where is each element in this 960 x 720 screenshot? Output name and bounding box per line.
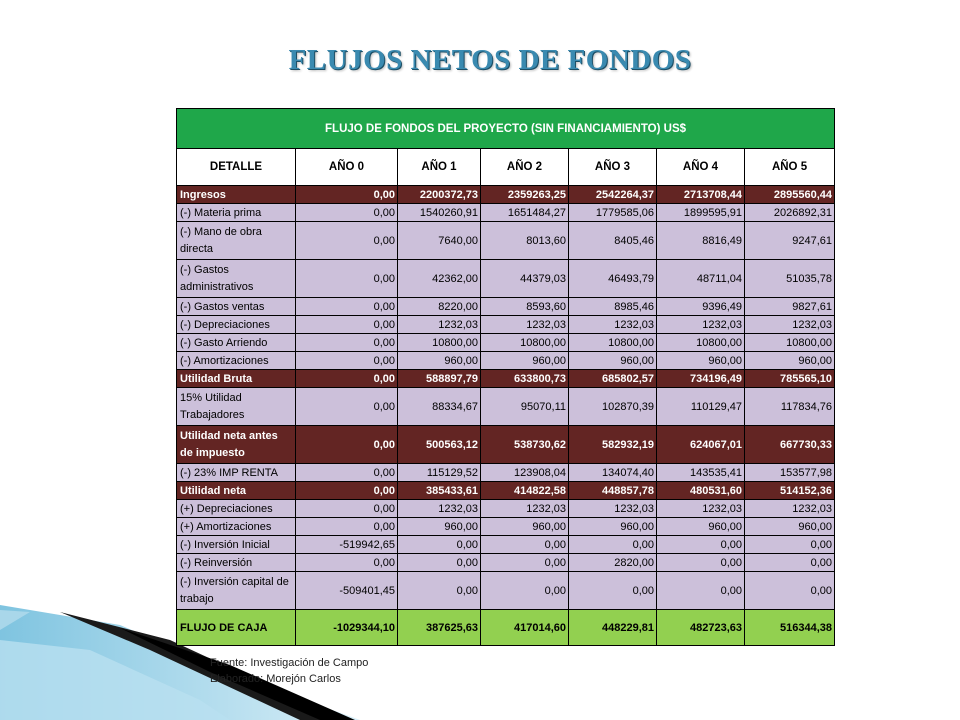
cell-value: 414822,58	[481, 482, 569, 500]
cell-value: 0,00	[296, 222, 398, 260]
cell-value: 1232,03	[481, 316, 569, 334]
cell-value: 46493,79	[569, 260, 657, 298]
cell-value: 0,00	[481, 572, 569, 610]
column-header: AÑO 5	[745, 149, 835, 186]
cell-value: 10800,00	[745, 334, 835, 352]
cell-value: 0,00	[745, 554, 835, 572]
cell-value: 960,00	[481, 352, 569, 370]
cell-value: 482723,63	[657, 610, 745, 646]
cell-value: 960,00	[481, 518, 569, 536]
row-label: Utilidad Bruta	[177, 370, 296, 388]
cell-value: 0,00	[398, 572, 481, 610]
cell-value: 624067,01	[657, 426, 745, 464]
table-row	[177, 610, 835, 646]
cash-flow-table-container	[176, 108, 834, 646]
column-header: AÑO 3	[569, 149, 657, 186]
cell-value: 51035,78	[745, 260, 835, 298]
cell-value: 417014,60	[481, 610, 569, 646]
cell-value: 0,00	[296, 464, 398, 482]
cell-value: 2713708,44	[657, 186, 745, 204]
cell-value: 0,00	[296, 500, 398, 518]
cell-value: 102870,39	[569, 388, 657, 426]
cell-value: 500563,12	[398, 426, 481, 464]
table-row	[177, 186, 835, 204]
cell-value: 0,00	[657, 536, 745, 554]
cell-value: 448857,78	[569, 482, 657, 500]
cell-value: 0,00	[398, 554, 481, 572]
cash-flow-table	[176, 108, 835, 646]
table-row	[177, 554, 835, 572]
cell-value: 960,00	[657, 518, 745, 536]
table-row	[177, 370, 835, 388]
cell-value: 10800,00	[657, 334, 745, 352]
cell-value: 0,00	[745, 536, 835, 554]
row-label: (-) Materia prima	[177, 204, 296, 222]
cell-value: 42362,00	[398, 260, 481, 298]
cell-value: 667730,33	[745, 426, 835, 464]
row-label: (-) Amortizaciones	[177, 352, 296, 370]
row-label: (-) Mano de obra directa	[177, 222, 296, 260]
footer-source: Fuente: Investigación de Campo	[210, 657, 369, 669]
cell-value: 1651484,27	[481, 204, 569, 222]
cell-value: -1029344,10	[296, 610, 398, 646]
cell-value: 0,00	[657, 572, 745, 610]
column-header: AÑO 2	[481, 149, 569, 186]
row-label: (-) Inversión capital de trabajo	[177, 572, 296, 610]
row-label: (-) Gastos administrativos	[177, 260, 296, 298]
cell-value: 2359263,25	[481, 186, 569, 204]
footer-author: Elaborado: Morejón Carlos	[210, 673, 341, 685]
cell-value: 117834,76	[745, 388, 835, 426]
cell-value: 1899595,91	[657, 204, 745, 222]
table-row	[177, 426, 835, 464]
cell-value: 385433,61	[398, 482, 481, 500]
cell-value: 48711,04	[657, 260, 745, 298]
cell-value: -519942,65	[296, 536, 398, 554]
cell-value: 588897,79	[398, 370, 481, 388]
cell-value: 143535,41	[657, 464, 745, 482]
table-title: FLUJO DE FONDOS DEL PROYECTO (SIN FINANCIAMIENTO) US$	[177, 109, 835, 149]
cell-value: 7640,00	[398, 222, 481, 260]
cell-value: 10800,00	[481, 334, 569, 352]
cell-value: 1232,03	[745, 316, 835, 334]
cell-value: 88334,67	[398, 388, 481, 426]
cell-value: 2542264,37	[569, 186, 657, 204]
cell-value: 514152,36	[745, 482, 835, 500]
cell-value: 123908,04	[481, 464, 569, 482]
cell-value: 0,00	[296, 186, 398, 204]
cell-value: 538730,62	[481, 426, 569, 464]
table-row	[177, 464, 835, 482]
cell-value: 1232,03	[569, 316, 657, 334]
cell-value: 0,00	[296, 426, 398, 464]
cell-value: 0,00	[296, 370, 398, 388]
cell-value: 9396,49	[657, 298, 745, 316]
cell-value: 0,00	[569, 572, 657, 610]
row-label: (-) Inversión Inicial	[177, 536, 296, 554]
cell-value: 448229,81	[569, 610, 657, 646]
cell-value: 1232,03	[657, 500, 745, 518]
cell-value: 2820,00	[569, 554, 657, 572]
cell-value: 387625,63	[398, 610, 481, 646]
cell-value: 0,00	[296, 334, 398, 352]
cell-value: 0,00	[296, 388, 398, 426]
cell-value: 0,00	[657, 554, 745, 572]
table-row	[177, 352, 835, 370]
cell-value: 582932,19	[569, 426, 657, 464]
cell-value: 0,00	[296, 298, 398, 316]
cell-value: 95070,11	[481, 388, 569, 426]
row-label: (-) 23% IMP RENTA	[177, 464, 296, 482]
cell-value: 0,00	[296, 204, 398, 222]
row-label: (+) Depreciaciones	[177, 500, 296, 518]
cell-value: 960,00	[745, 518, 835, 536]
cell-value: 1232,03	[481, 500, 569, 518]
table-row	[177, 572, 835, 610]
table-row	[177, 536, 835, 554]
column-header: AÑO 1	[398, 149, 481, 186]
row-label: (-) Gasto Arriendo	[177, 334, 296, 352]
cell-value: 115129,52	[398, 464, 481, 482]
cell-value: -509401,45	[296, 572, 398, 610]
cell-value: 0,00	[481, 554, 569, 572]
column-header: AÑO 4	[657, 149, 745, 186]
table-row	[177, 316, 835, 334]
cell-value: 0,00	[296, 554, 398, 572]
cell-value: 9827,61	[745, 298, 835, 316]
cell-value: 1779585,06	[569, 204, 657, 222]
column-header: DETALLE	[177, 149, 296, 186]
row-label: (+) Amortizaciones	[177, 518, 296, 536]
row-label: Utilidad neta	[177, 482, 296, 500]
cell-value: 2895560,44	[745, 186, 835, 204]
table-row	[177, 500, 835, 518]
cell-value: 1232,03	[657, 316, 745, 334]
row-label: (-) Gastos ventas	[177, 298, 296, 316]
cell-value: 0,00	[296, 260, 398, 298]
cell-value: 685802,57	[569, 370, 657, 388]
cell-value: 8405,46	[569, 222, 657, 260]
cell-value: 960,00	[745, 352, 835, 370]
row-label: Utilidad neta antes de impuesto	[177, 426, 296, 464]
cell-value: 0,00	[296, 482, 398, 500]
cell-value: 134074,40	[569, 464, 657, 482]
cell-value: 153577,98	[745, 464, 835, 482]
cell-value: 785565,10	[745, 370, 835, 388]
cell-value: 0,00	[745, 572, 835, 610]
row-label: (-) Reinversión	[177, 554, 296, 572]
cell-value: 1232,03	[398, 500, 481, 518]
cell-value: 2026892,31	[745, 204, 835, 222]
cell-value: 516344,38	[745, 610, 835, 646]
cell-value: 1232,03	[569, 500, 657, 518]
cell-value: 44379,03	[481, 260, 569, 298]
table-header-row	[177, 149, 835, 186]
cell-value: 0,00	[296, 316, 398, 334]
cell-value: 1540260,91	[398, 204, 481, 222]
table-row	[177, 388, 835, 426]
cell-value: 0,00	[569, 536, 657, 554]
table-row	[177, 482, 835, 500]
slide-title: FLUJOS NETOS DE FONDOS	[288, 44, 692, 76]
cell-value: 960,00	[657, 352, 745, 370]
cell-value: 734196,49	[657, 370, 745, 388]
table-row	[177, 204, 835, 222]
cell-value: 633800,73	[481, 370, 569, 388]
cell-value: 960,00	[569, 518, 657, 536]
row-label: 15% Utilidad Trabajadores	[177, 388, 296, 426]
cell-value: 8593,60	[481, 298, 569, 316]
table-row	[177, 518, 835, 536]
cell-value: 8816,49	[657, 222, 745, 260]
cell-value: 960,00	[569, 352, 657, 370]
cell-value: 0,00	[296, 352, 398, 370]
cell-value: 10800,00	[398, 334, 481, 352]
cell-value: 110129,47	[657, 388, 745, 426]
cell-value: 0,00	[481, 536, 569, 554]
row-label: (-) Depreciaciones	[177, 316, 296, 334]
table-row	[177, 334, 835, 352]
column-header: AÑO 0	[296, 149, 398, 186]
slide-footer	[210, 655, 368, 687]
cell-value: 0,00	[398, 536, 481, 554]
cell-value: 1232,03	[398, 316, 481, 334]
cell-value: 8985,46	[569, 298, 657, 316]
row-label: Ingresos	[177, 186, 296, 204]
cell-value: 480531,60	[657, 482, 745, 500]
cell-value: 8013,60	[481, 222, 569, 260]
table-row	[177, 222, 835, 260]
cell-value: 0,00	[296, 518, 398, 536]
cell-value: 960,00	[398, 518, 481, 536]
cell-value: 960,00	[398, 352, 481, 370]
table-row	[177, 260, 835, 298]
cell-value: 8220,00	[398, 298, 481, 316]
table-row	[177, 298, 835, 316]
cell-value: 9247,61	[745, 222, 835, 260]
cell-value: 1232,03	[745, 500, 835, 518]
cell-value: 2200372,73	[398, 186, 481, 204]
row-label: FLUJO DE CAJA	[177, 610, 296, 646]
cell-value: 10800,00	[569, 334, 657, 352]
